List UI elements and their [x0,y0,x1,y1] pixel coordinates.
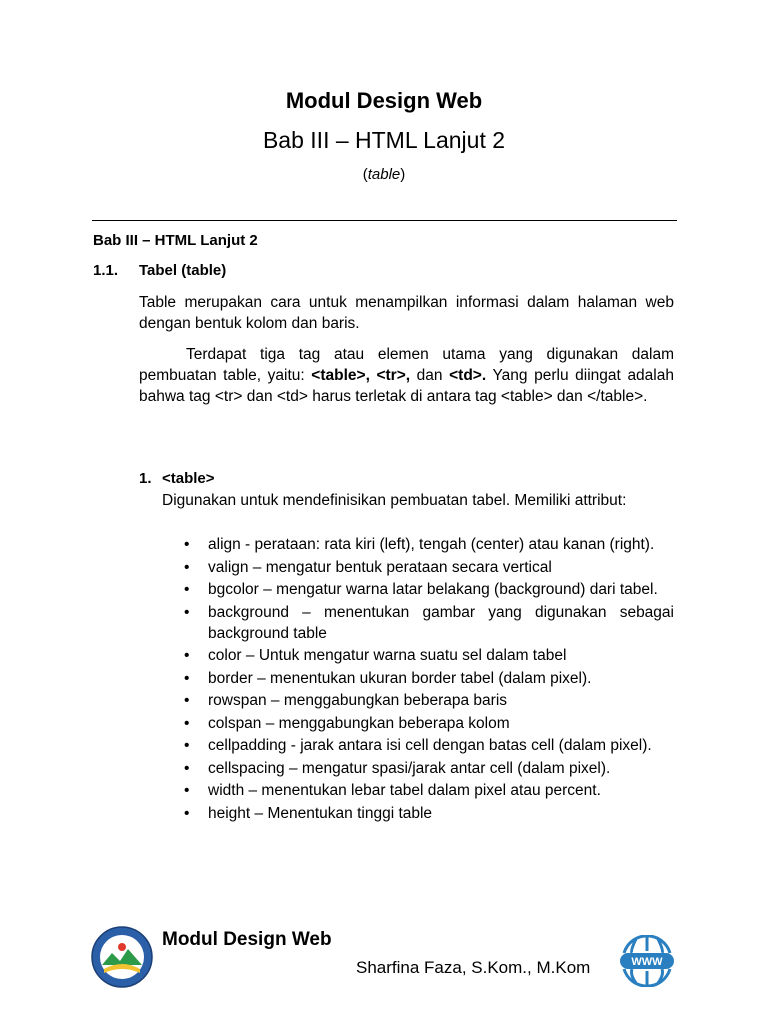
list-item-text: width – menentukan lebar tabel dalam pixel atau percent. [208,782,601,799]
section-title: Tabel (table) [139,262,227,279]
list-item-text: bgcolor – mengatur warna latar belakang (background) dari tabel. [208,581,658,598]
list-item-text: border – menentukan ukuran border tabel (dalam pixel). [208,669,592,687]
list-item-text: background – menentukan gambar yang digunakan sebagai background table [208,603,674,642]
item-number: 1. [139,470,152,487]
list-item-text: cellpadding - jarak antara isi cell dengan batas cell (dalam pixel). [208,737,652,754]
page-title: Modul Design Web [285,88,483,113]
bullet-icon: • [184,714,190,732]
footer-title: Modul Design Web [162,929,332,950]
list-item-text: align - perataan: rata kiri (left), tengah (center) atau kanan (right). [208,536,655,553]
list-item [162,803,674,824]
list-item [162,579,674,600]
page-note [0,166,768,183]
list-item [162,780,674,801]
list-item [162,602,674,644]
header-divider [92,220,677,221]
polytechnic-seal-icon [90,925,154,989]
page-subtitle: Bab III – HTML Lanjut 2 [262,127,506,153]
paragraph-tags [139,344,674,407]
bullet-icon: • [184,536,190,553]
list-item [162,758,674,779]
list-item [162,668,674,689]
note-open: ( [362,166,368,183]
attribute-list [162,534,674,825]
item-title: <table> [162,470,215,487]
paragraph-intro: Table merupakan cara untuk menampilkan informasi dalam halaman web dengan bentuk kolom dan baris. [139,294,674,332]
paragraph-tags-bold2: <td>. [449,367,487,384]
list-item-text: valign – mengatur bentuk perataan secara vertical [208,558,552,576]
bullet-icon: • [184,558,190,576]
list-item-text: height – Menentukan tinggi table [208,804,433,822]
globe-www-icon [618,935,676,987]
bullet-icon: • [184,692,190,709]
paragraph-tags-part3: Yang perlu diingat adalah bahwa tag <tr> dan <td> harus terletak di antara tag <table> dan </table>. [139,367,674,405]
bullet-icon: • [184,782,190,799]
list-item-text: rowspan – menggabungkan beberapa baris [208,692,508,709]
list-item-text: colspan – menggabungkan beberapa kolom [208,714,510,732]
bullet-icon: • [184,581,190,598]
bullet-icon: • [184,647,190,664]
bullet-icon: • [184,669,190,687]
svg-text:WWW: WWW [631,956,663,968]
list-item [162,713,674,734]
bullet-icon: • [184,759,190,777]
paragraph-tags-part2: dan [410,367,450,384]
list-item [162,645,674,666]
note-close: ) [400,166,406,183]
list-item-text: cellspacing – mengatur spasi/jarak antar cell (dalam pixel). [208,759,611,777]
section-number: 1.1. [93,262,119,279]
chapter-heading: Bab III – HTML Lanjut 2 [93,232,258,249]
paragraph-tags-bold1: <table>, <tr>, [311,367,411,384]
list-item-text: color – Untuk mengatur warna suatu sel dalam tabel [208,647,567,664]
footer-author: Sharfina Faza, S.Kom., M.Kom [356,958,591,977]
bullet-icon: • [184,737,190,754]
paragraph-tags-part1: Terdapat tiga tag atau elemen utama yang digunakan dalam pembuatan table, yaitu: [139,346,674,384]
bullet-icon: • [184,804,190,822]
list-item [162,534,674,555]
list-item [162,690,674,711]
bullet-icon: • [184,603,190,621]
note-italic: table [367,166,401,183]
list-item [162,735,674,756]
list-item [162,557,674,578]
item-description: Digunakan untuk mendefinisikan pembuatan tabel. Memiliki attribut: [162,492,627,509]
